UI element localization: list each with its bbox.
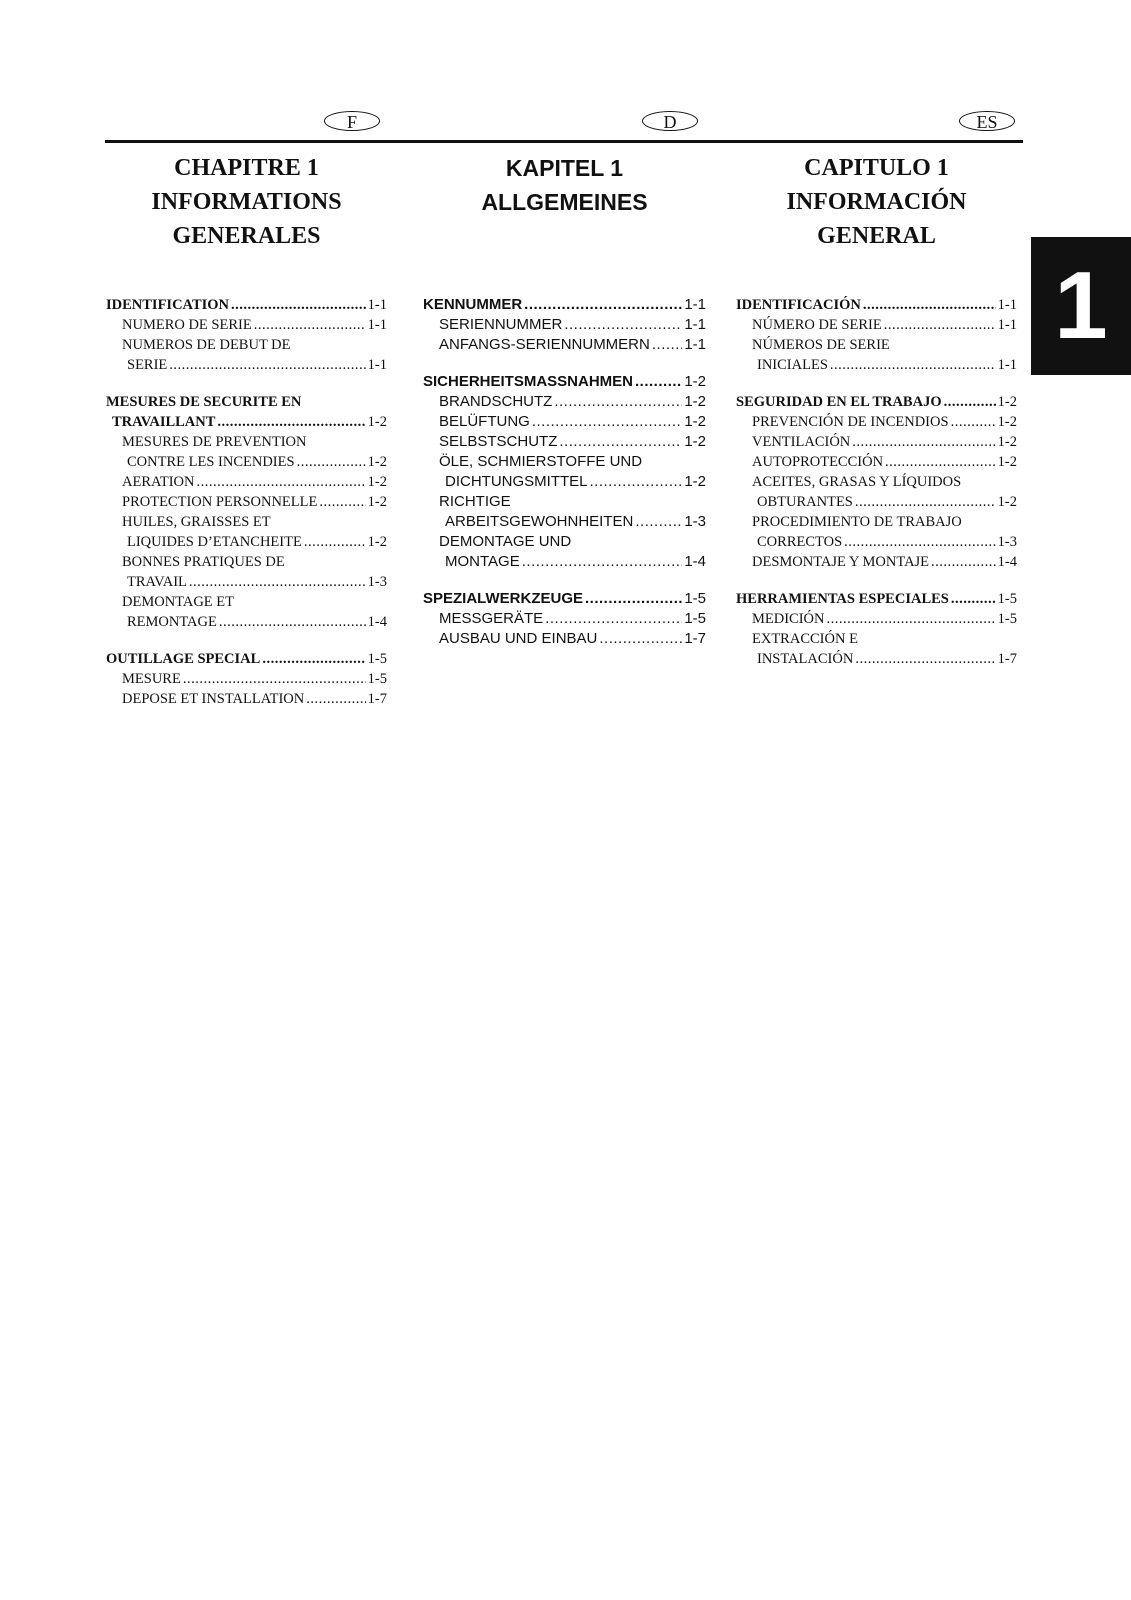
toc-entry-page: 1-2 <box>367 414 387 430</box>
toc-entry-page: 1-2 <box>997 394 1017 410</box>
toc-entry-page: 1-5 <box>997 611 1017 627</box>
dot-leader <box>183 669 366 689</box>
toc-entry-page: 1-5 <box>684 590 706 607</box>
toc-entry <box>736 552 1017 572</box>
dot-leader <box>169 355 365 375</box>
chapter-title-line: GENERAL <box>817 223 936 249</box>
toc-entry-page: 1-1 <box>367 317 387 333</box>
dot-leader <box>532 412 682 432</box>
toc-entry-page: 1-7 <box>997 651 1017 667</box>
toc-entry-page: 1-1 <box>367 357 387 373</box>
chapter-title-line: GENERALES <box>172 223 321 249</box>
toc-entry-page: 1-1 <box>684 296 706 313</box>
toc-entry <box>423 432 706 452</box>
toc-entry-page: 1-2 <box>367 474 387 490</box>
toc-entry <box>106 592 387 612</box>
toc-entry <box>106 355 387 375</box>
toc-entry-label: MEDICIÓN <box>752 611 825 627</box>
toc-group <box>736 392 1017 572</box>
toc-entry <box>106 412 387 432</box>
dot-leader <box>635 512 682 532</box>
toc-entry-page: 1-5 <box>367 671 387 687</box>
dot-leader <box>524 295 682 315</box>
language-badge-es: ES <box>959 111 1015 131</box>
toc-entry <box>423 552 706 572</box>
chapter-title <box>106 145 387 253</box>
chapter-title <box>736 145 1017 253</box>
toc-entry-page: 1-2 <box>997 454 1017 470</box>
toc-group <box>423 372 706 572</box>
toc-entry-label: MESSGERÄTE <box>439 610 544 627</box>
toc-entry <box>106 512 387 532</box>
toc-entry-label: BRANDSCHUTZ <box>439 393 553 410</box>
toc-entry-label: CONTRE LES INCENDIES <box>127 454 295 470</box>
dot-leader <box>197 472 366 492</box>
toc-entry-page: 1-2 <box>367 534 387 550</box>
toc-entry-page: 1-7 <box>367 691 387 707</box>
toc-entry <box>423 589 706 609</box>
toc-entry <box>423 609 706 629</box>
toc-entry-page: 1-5 <box>997 591 1017 607</box>
toc-entry-page: 1-2 <box>997 494 1017 510</box>
toc-entry <box>736 629 1017 649</box>
header-rule <box>105 140 1023 143</box>
toc-entry-label: SELBSTSCHUTZ <box>439 433 558 450</box>
toc-entry-label: PROTECTION PERSONNELLE <box>122 494 318 510</box>
toc-entry-page: 1-3 <box>997 534 1017 550</box>
toc-entry-label: INICIALES <box>757 357 828 373</box>
toc-entry <box>106 532 387 552</box>
toc-entry <box>106 295 387 315</box>
toc-entry-page: 1-2 <box>684 393 706 410</box>
dot-leader <box>262 649 365 669</box>
toc-entry-label: RICHTIGE <box>439 493 511 510</box>
toc-entry-page: 1-4 <box>997 554 1017 570</box>
toc-entry-label: NÚMERO DE SERIE <box>752 317 882 333</box>
chapter-title-line: INFORMACIÓN <box>786 189 967 215</box>
toc-entry-label: KENNUMMER <box>423 296 523 313</box>
toc-entry-page: 1-1 <box>684 316 706 333</box>
chapter-title-line: CAPITULO 1 <box>804 155 949 181</box>
toc-entry-label: ÖLE, SCHMIERSTOFFE UND <box>439 453 643 470</box>
french-column <box>106 145 387 707</box>
dot-leader <box>884 315 996 335</box>
toc-entry-page: 1-3 <box>367 574 387 590</box>
toc-entry-label: TRAVAIL <box>127 574 187 590</box>
toc-entry <box>423 472 706 492</box>
toc-entry-page: 1-1 <box>367 297 387 313</box>
toc-entry <box>736 392 1017 412</box>
toc-entry-label: VENTILACIÓN <box>752 434 851 450</box>
toc-entry-label: MESURES DE PREVENTION <box>122 434 307 450</box>
dot-leader <box>944 392 996 412</box>
toc-entry-label: PROCEDIMIENTO DE TRABAJO <box>752 514 962 530</box>
toc-entry <box>106 612 387 632</box>
toc-entry-page: 1-3 <box>684 513 706 530</box>
dot-leader <box>599 629 682 649</box>
toc-entry-label: AERATION <box>122 474 195 490</box>
toc-entry-page: 1-2 <box>684 433 706 450</box>
toc-entry-label: EXTRACCIÓN E <box>752 631 858 647</box>
toc-entry <box>736 315 1017 335</box>
toc-entry-page: 1-1 <box>997 357 1017 373</box>
dot-leader <box>189 572 366 592</box>
dot-leader <box>585 589 682 609</box>
toc-entry <box>106 472 387 492</box>
toc-entry-page: 1-2 <box>684 373 706 390</box>
toc-entry <box>423 315 706 335</box>
toc-entry-label: LIQUIDES D’ETANCHEITE <box>127 534 302 550</box>
toc-entry <box>106 432 387 452</box>
dot-leader <box>306 689 365 709</box>
toc-entry <box>106 572 387 592</box>
toc-entry-label: TRAVAILLANT <box>112 414 216 430</box>
toc-entry-label: OBTURANTES <box>757 494 853 510</box>
dot-leader <box>564 315 682 335</box>
chapter-title-line: CHAPITRE 1 <box>174 155 319 181</box>
toc-entry-page: 1-2 <box>367 454 387 470</box>
language-badge-d: D <box>642 111 698 131</box>
toc-entry <box>423 452 706 472</box>
toc-entry-page: 1-5 <box>367 651 387 667</box>
toc-group <box>423 589 706 649</box>
toc-entry <box>423 372 706 392</box>
dot-leader <box>254 315 366 335</box>
toc-entry-page: 1-2 <box>684 413 706 430</box>
toc-entry-label: MESURE <box>122 671 181 687</box>
toc-entry <box>736 649 1017 669</box>
toc-entry-page: 1-5 <box>684 610 706 627</box>
toc-entry <box>736 432 1017 452</box>
dot-leader <box>951 412 996 432</box>
toc-entry-page: 1-2 <box>997 434 1017 450</box>
toc-entry-page: 1-7 <box>684 630 706 647</box>
toc-entry <box>106 649 387 669</box>
toc-entry-label: DICHTUNGSMITTEL <box>445 473 588 490</box>
toc-entry <box>423 492 706 512</box>
dot-leader <box>855 649 995 669</box>
toc-entry-page: 1-2 <box>684 473 706 490</box>
toc-entry-label: NUMERO DE SERIE <box>122 317 252 333</box>
dot-leader <box>863 295 996 315</box>
toc-entry <box>736 492 1017 512</box>
toc-group <box>736 589 1017 669</box>
toc-group <box>423 295 706 355</box>
toc-entry-label: MONTAGE <box>445 553 520 570</box>
table-of-contents <box>736 295 1017 686</box>
toc-entry <box>736 295 1017 315</box>
toc-entry <box>106 492 387 512</box>
dot-leader <box>304 532 366 552</box>
toc-entry-label: HUILES, GRAISSES ET <box>122 514 271 530</box>
toc-entry <box>423 532 706 552</box>
toc-entry <box>106 315 387 335</box>
toc-entry <box>736 355 1017 375</box>
toc-entry-label: HERRAMIENTAS ESPECIALES <box>736 591 949 607</box>
toc-entry <box>736 335 1017 355</box>
toc-entry-label: ARBEITSGEWOHNHEITEN <box>445 513 634 530</box>
dot-leader <box>635 372 682 392</box>
toc-entry-label: DESMONTAJE Y MONTAJE <box>752 554 930 570</box>
toc-group <box>736 295 1017 375</box>
toc-entry <box>423 295 706 315</box>
toc-entry <box>423 512 706 532</box>
chapter-title <box>423 145 706 219</box>
dot-leader <box>217 412 365 432</box>
chapter-title-line: KAPITEL 1 <box>505 155 624 181</box>
toc-entry <box>736 589 1017 609</box>
toc-entry-page: 1-2 <box>997 414 1017 430</box>
toc-entry <box>736 609 1017 629</box>
dot-leader <box>559 432 682 452</box>
toc-entry-label: NÚMEROS DE SERIE <box>752 337 890 353</box>
toc-entry <box>736 512 1017 532</box>
toc-entry-page: 1-4 <box>367 614 387 630</box>
toc-entry <box>423 392 706 412</box>
chapter-title-line: INFORMATIONS <box>151 189 342 215</box>
dot-leader <box>827 609 996 629</box>
toc-entry <box>106 452 387 472</box>
chapter-tab: 1 <box>1031 237 1131 375</box>
toc-entry <box>423 629 706 649</box>
toc-entry <box>736 532 1017 552</box>
toc-entry-label: BONNES PRATIQUES DE <box>122 554 285 570</box>
toc-entry-label: REMONTAGE <box>127 614 217 630</box>
language-badge-f: F <box>324 111 380 131</box>
toc-entry-label: BELÜFTUNG <box>439 413 530 430</box>
dot-leader <box>554 392 682 412</box>
dot-leader <box>885 452 996 472</box>
chapter-title-line: ALLGEMEINES <box>481 189 648 215</box>
dot-leader <box>844 532 996 552</box>
toc-group <box>106 295 387 375</box>
toc-entry-label: AUTOPROTECCIÓN <box>752 454 884 470</box>
toc-group <box>106 649 387 709</box>
toc-entry-label: DEMONTAGE UND <box>439 533 572 550</box>
toc-entry <box>106 689 387 709</box>
toc-entry-label: AUSBAU UND EINBAU <box>439 630 598 647</box>
toc-entry-page: 1-1 <box>997 297 1017 313</box>
toc-entry-page: 1-2 <box>367 494 387 510</box>
dot-leader <box>319 492 365 512</box>
dot-leader <box>545 609 682 629</box>
toc-entry-label: SEGURIDAD EN EL TRABAJO <box>736 394 942 410</box>
toc-entry-label: SICHERHEITSMASSNAHMEN <box>423 373 634 390</box>
toc-entry-label: SERIE <box>127 357 168 373</box>
dot-leader <box>855 492 996 512</box>
dot-leader <box>852 432 995 452</box>
toc-entry-label: SERIENNUMMER <box>439 316 563 333</box>
spanish-column <box>736 145 1017 667</box>
toc-entry <box>423 335 706 355</box>
toc-entry <box>423 412 706 432</box>
toc-entry-label: ACEITES, GRASAS Y LÍQUIDOS <box>752 474 962 490</box>
toc-entry <box>736 412 1017 432</box>
toc-entry-label: DEPOSE ET INSTALLATION <box>122 691 305 707</box>
dot-leader <box>522 552 683 572</box>
toc-entry <box>106 392 387 412</box>
toc-entry-label: CORRECTOS <box>757 534 843 550</box>
toc-entry-label: IDENTIFICATION <box>106 297 230 313</box>
table-of-contents <box>106 295 387 726</box>
dot-leader <box>297 452 366 472</box>
toc-entry <box>736 472 1017 492</box>
toc-entry <box>106 669 387 689</box>
dot-leader <box>931 552 996 572</box>
toc-entry-label: SPEZIALWERKZEUGE <box>423 590 584 607</box>
toc-entry-page: 1-1 <box>997 317 1017 333</box>
dot-leader <box>830 355 996 375</box>
toc-entry-label: ANFANGS-SERIENNUMMERN <box>439 336 650 353</box>
dot-leader <box>652 335 682 355</box>
toc-entry-label: DEMONTAGE ET <box>122 594 234 610</box>
toc-entry-label: PREVENCIÓN DE INCENDIOS <box>752 414 949 430</box>
table-of-contents <box>423 295 706 666</box>
dot-leader <box>219 612 366 632</box>
toc-entry-page: 1-1 <box>684 336 706 353</box>
dot-leader <box>951 589 996 609</box>
toc-entry-label: OUTILLAGE SPECIAL <box>106 651 261 667</box>
toc-group <box>106 392 387 632</box>
toc-entry-label: MESURES DE SECURITE EN <box>106 394 302 410</box>
german-column <box>423 145 706 647</box>
dot-leader <box>590 472 683 492</box>
toc-entry-label: INSTALACIÓN <box>757 651 854 667</box>
toc-entry <box>106 552 387 572</box>
toc-entry <box>736 452 1017 472</box>
dot-leader <box>231 295 366 315</box>
toc-entry-label: NUMEROS DE DEBUT DE <box>122 337 291 353</box>
toc-entry <box>106 335 387 355</box>
toc-entry-page: 1-4 <box>684 553 706 570</box>
toc-entry-label: IDENTIFICACIÓN <box>736 297 861 313</box>
